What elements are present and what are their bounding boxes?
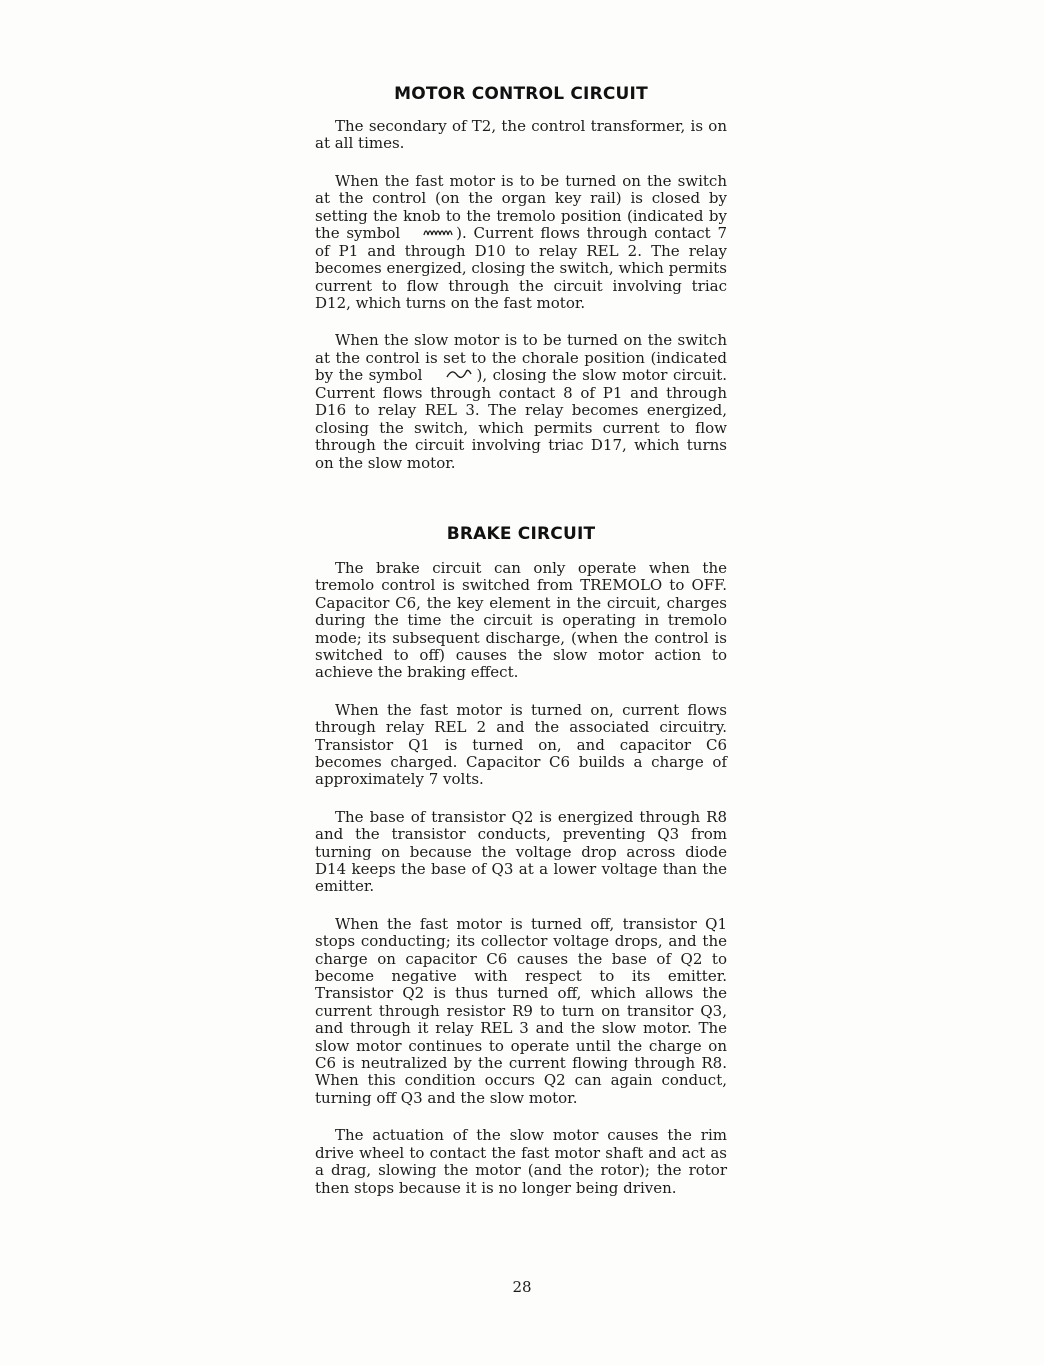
page-number: 28 (512, 1278, 532, 1296)
paragraph-text: When the fast motor is to be turned on the switch at the control (on the organ key rail) is closed by setting the knob to the tremolo position (indicated by the symbol (315, 171, 727, 243)
paragraph-chorale (315, 332, 727, 472)
paragraph: The brake circuit can only operate when the tremolo control is switched from TREMOLO to OFF. Capacitor C6, the key element in the circuit, charges during the time the circuit is operating in tremolo mode; its subsequent discharge, (when the control is switched to off) causes the slow motor action to achieve the braking effect. (315, 558, 727, 682)
tremolo-wave-symbol-icon (403, 225, 453, 242)
paragraph: When the fast motor is turned off, transistor Q1 stops conducting; its collector voltage drops, and the charge on capacitor C6 causes the base of Q2 to become negative with respect to its emitter. Transistor Q2 is thus turned off, which allows the current through resistor R9 to turn on transitor Q3, and through it relay REL 3 and the slow motor. The slow motor continues to operate until the charge on C6 is neutralized by the current flowing through R8. When this condition occurs Q2 can again conduct, turning off Q3 and the slow motor. (315, 914, 727, 1107)
paragraph: When the fast motor is turned on, current flows through relay REL 2 and the associated circuitry. Transistor Q1 is turned on, and capacitor C6 becomes charged. Capacitor C6 builds a charge of approximately 7 volts. (315, 700, 727, 789)
paragraph-text: ), closing the slow motor circuit. Current flows through contact 8 of P1 and through D16 to relay REL 3. The relay becomes energized, closing the switch, which permits current to flow through the circuit involving triac D17, which turns on the slow motor. (315, 366, 727, 472)
text-column (315, 84, 727, 1217)
paragraph: The actuation of the slow motor causes the rim drive wheel to contact the fast motor shaft and act as a drag, slowing the motor (and the rotor); the rotor then stops because it is no longer being driven. (315, 1126, 727, 1197)
paragraph-text: ). Current flows through contact 7 of P1 and through D10 to relay REL 2. The relay becomes energized, closing the switch, which permits current to flow through the circuit involving triac D12, which turns on the fast motor. (315, 224, 727, 312)
paragraph: The base of transistor Q2 is energized through R8 and the transistor conducts, preventing Q3 from turning on because the voltage drop across diode D14 keeps the base of Q3 at a lower voltage than the emitter. (315, 807, 727, 896)
paragraph-text: When the slow motor is to be turned on the switch at the control is set to the chorale position (indicated by the symbol (315, 331, 727, 385)
paragraph: The secondary of T2, the control transformer, is on at all times. (315, 117, 727, 153)
chorale-wave-symbol-icon (425, 367, 473, 384)
section-heading-motor-control: MOTOR CONTROL CIRCUIT (394, 84, 648, 104)
section-heading-brake-circuit: BRAKE CIRCUIT (446, 523, 596, 544)
paragraph-tremolo (315, 173, 727, 313)
